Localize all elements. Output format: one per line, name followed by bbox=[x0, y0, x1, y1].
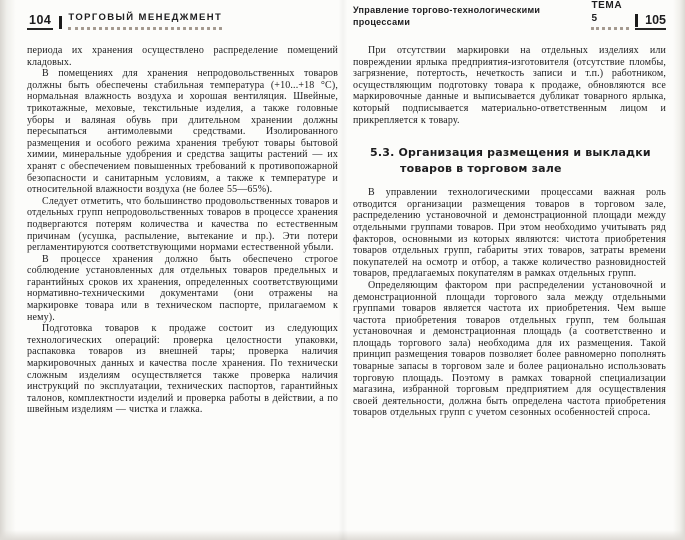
page-right bbox=[353, 0, 666, 419]
book-title: ТОРГОВЫЙ МЕНЕДЖМЕНТ bbox=[68, 12, 222, 30]
section-heading-line2: товаров в торговом зале bbox=[400, 162, 562, 176]
header-divider-bar bbox=[635, 14, 638, 27]
page-gutter bbox=[338, 0, 348, 540]
section-heading bbox=[353, 145, 666, 177]
paragraph: Определяющим фактором при распределении установочной и демонстрационной площади торгового зала между отдельными группами товаров является частота их приобретения. Чем выше частота приобретения товаров отдельных групп, тем большая установочная и демонстрационная площадь (а соответственно и площадь торгового зала) необходима для их размещения. Такой принцип размещения товаров позволяет более равномерно пополнять товарные запасы в торговом зале и более рационально использовать торговую площадь. Поэтому в рамках товарной специализации магазина, избранной торговым предприятием для осуществления своей деятельности, должна быть определена частота приобретения товаров отдельных групп с учетом сезонных особенностей спроса. bbox=[353, 279, 666, 419]
paragraph: При отсутствии маркировки на отдельных изделиях или повреждении ярлыка предприятия-изготовителя (отсутствие пломбы, загрязнение, потертость, нечеткость записи и т.п.) работником, осуществляющим подготовку товара к продаже, обновляются все маркировочные данные и выписывается дубликат товарного ярлыка, который подписывается материально-ответственным лицом и прикрепляется к товару. bbox=[353, 45, 666, 126]
left-running-header bbox=[27, 12, 338, 30]
paragraph: Следует отметить, что большинство продовольственных товаров и отдельных групп непродовольственных товаров в процессе хранения подвергаются потерям количества и качества по естественным причинам (усушка, распыление, вытекание и пр.). Эти потери регламентируются соответствующими нормами естественной убыли. bbox=[27, 195, 338, 254]
paragraph: периода их хранения осуществлено распределение помещений кладовых. bbox=[27, 45, 338, 68]
left-text-column bbox=[27, 45, 338, 416]
scan-edge-left bbox=[0, 0, 16, 540]
paragraph: В управлении технологическими процессами важная роль отводится организации размещения товаров в торговом зале, распределению установочной и демонстрационной площади между отдельными группами товаров. При этом необходимо учитывать ряд факторов, основными из которых являются: чистота приобретения товаров отдельных групп, габариты этих товаров, затраты времени покупателей на осмотр и отбор, а также количество разновидностей товаров, предлагаемых покупателям в рамках отдельных групп. bbox=[353, 187, 666, 280]
chapter-running-title: Управление торгово-технологическими процессами bbox=[353, 5, 541, 27]
section-heading-line1: 5.3. Организация размещения и выкладки bbox=[370, 146, 651, 160]
page-left bbox=[27, 12, 338, 416]
right-running-header bbox=[353, 0, 666, 30]
theme-label: ТЕМА 5 bbox=[591, 0, 629, 30]
right-page-number-group bbox=[635, 13, 666, 30]
paragraph: В помещениях для хранения непродовольственных товаров должны быть обеспечены стабильная температура (+10...+18 °С), нормальная влажность воздуха и хорошая вентиляция. Швейные, трикотажные, меховые, текстильные изделия, а также головные уборы и валяная обувь при длительном хранении должны пересыпаться антимолевыми средствами. Изолированного размещения и особого режима хранения требуют товары бытовой химии, минеральные удобрения и средства защиты растений — их хранят с обеспечением повышенных требований к противопожарной безопасности и санитарным условиям, а также к температуре и относительной влажности воздуха (не более 55—65%). bbox=[27, 68, 338, 196]
right-text-column bbox=[353, 45, 666, 419]
scan-edge-bottom bbox=[0, 530, 685, 540]
header-divider-bar bbox=[59, 16, 62, 29]
paragraph: В процессе хранения должно быть обеспечено строгое соблюдение установленных для отдельных товаров предельных и гарантийных сроков их хранения, определенных соответствующими нормативно-техническими документами (они отражены на маркировке товара или в техническом паспорте, прилагаемом к нему). bbox=[27, 253, 338, 323]
right-page-number: 105 bbox=[645, 13, 666, 27]
scan-edge-right bbox=[673, 0, 685, 540]
paragraph: Подготовка товаров к продаже состоит из следующих технологических операций: проверка целостности упаковки, распаковка товаров из внешней тары; проверка наличия маркировочных данных и качества после хранения. По технически сложным изделиям осуществляется также проверка наличия инструкций по эксплуатации, технических паспортов, гарантийных талонов, комплектности изделий и проверка работы в действии, а по швейным изделиям — чистка и глажка. bbox=[27, 323, 338, 416]
left-page-number: 104 bbox=[27, 13, 53, 30]
